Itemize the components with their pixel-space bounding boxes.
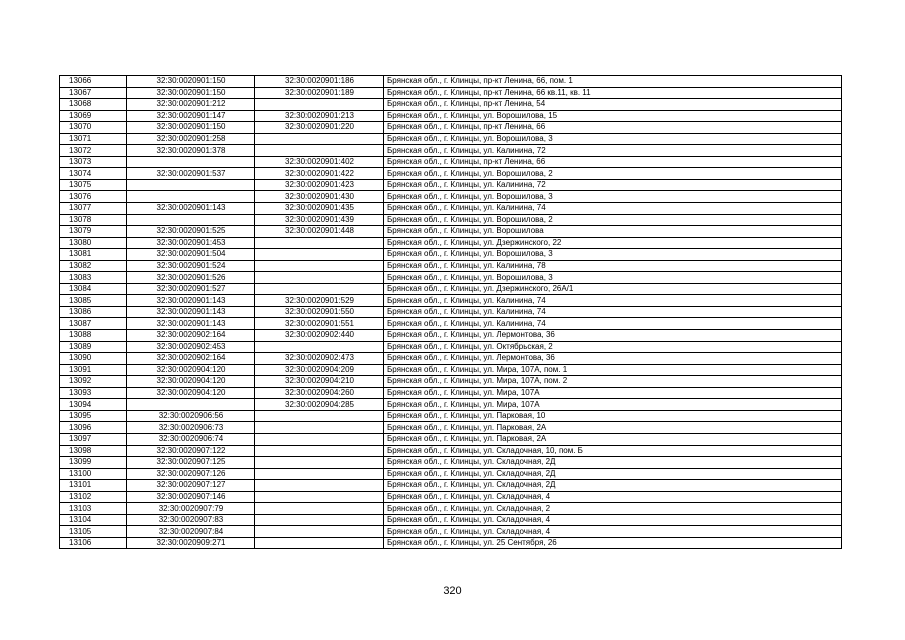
address-cell: Брянская обл., г. Клинцы, ул. Мира, 107А <box>384 387 842 399</box>
row-number-cell: 13092 <box>60 376 127 388</box>
address-cell: Брянская обл., г. Клинцы, ул. Складочная, 4 <box>384 526 842 538</box>
parent-cadastral-number-cell <box>255 341 384 353</box>
cadastral-number-cell: 32:30:0020909:271 <box>127 537 255 549</box>
parent-cadastral-number-cell: 32:30:0020901:402 <box>255 156 384 168</box>
row-number-cell: 13088 <box>60 330 127 342</box>
address-cell: Брянская обл., г. Клинцы, ул. Ворошилова, 2 <box>384 214 842 226</box>
parent-cadastral-number-cell <box>255 526 384 538</box>
parent-cadastral-number-cell <box>255 237 384 249</box>
address-cell: Брянская обл., г. Клинцы, пр-кт Ленина, 66 кв.11, кв. 11 <box>384 87 842 99</box>
cadastral-number-cell: 32:30:0020907:79 <box>127 503 255 515</box>
address-cell: Брянская обл., г. Клинцы, ул. Складочная, 4 <box>384 491 842 503</box>
table-row <box>60 203 842 215</box>
address-cell: Брянская обл., г. Клинцы, ул. 25 Сентября, 26 <box>384 537 842 549</box>
row-number-cell: 13096 <box>60 422 127 434</box>
parent-cadastral-number-cell <box>255 480 384 492</box>
table-row <box>60 445 842 457</box>
table-row <box>60 503 842 515</box>
parent-cadastral-number-cell: 32:30:0020902:440 <box>255 330 384 342</box>
address-cell: Брянская обл., г. Клинцы, ул. Складочная, 2Д <box>384 480 842 492</box>
address-cell: Брянская обл., г. Клинцы, ул. Калинина, 74 <box>384 203 842 215</box>
address-cell: Брянская обл., г. Клинцы, ул. Октябрьская, 2 <box>384 341 842 353</box>
property-table <box>59 75 842 549</box>
row-number-cell: 13080 <box>60 237 127 249</box>
parent-cadastral-number-cell: 32:30:0020901:189 <box>255 87 384 99</box>
address-cell: Брянская обл., г. Клинцы, ул. Парковая, 2А <box>384 433 842 445</box>
cadastral-number-cell: 32:30:0020901:537 <box>127 168 255 180</box>
address-cell: Брянская обл., г. Клинцы, пр-кт Ленина, 54 <box>384 99 842 111</box>
table-row <box>60 214 842 226</box>
table-row <box>60 537 842 549</box>
parent-cadastral-number-cell <box>255 260 384 272</box>
cadastral-number-cell: 32:30:0020901:143 <box>127 203 255 215</box>
table-row <box>60 387 842 399</box>
parent-cadastral-number-cell <box>255 249 384 261</box>
address-cell: Брянская обл., г. Клинцы, ул. Мира, 107А, пом. 1 <box>384 364 842 376</box>
row-number-cell: 13105 <box>60 526 127 538</box>
parent-cadastral-number-cell <box>255 503 384 515</box>
cadastral-number-cell <box>127 156 255 168</box>
table-row <box>60 110 842 122</box>
parent-cadastral-number-cell: 32:30:0020901:448 <box>255 226 384 238</box>
row-number-cell: 13076 <box>60 191 127 203</box>
table-row <box>60 480 842 492</box>
table-row <box>60 87 842 99</box>
table-row <box>60 330 842 342</box>
cadastral-number-cell <box>127 191 255 203</box>
parent-cadastral-number-cell <box>255 491 384 503</box>
cadastral-number-cell: 32:30:0020901:150 <box>127 76 255 88</box>
parent-cadastral-number-cell: 32:30:0020904:260 <box>255 387 384 399</box>
address-cell: Брянская обл., г. Клинцы, ул. Лермонтова, 36 <box>384 353 842 365</box>
table-row <box>60 457 842 469</box>
row-number-cell: 13104 <box>60 514 127 526</box>
parent-cadastral-number-cell: 32:30:0020901:220 <box>255 122 384 134</box>
parent-cadastral-number-cell: 32:30:0020901:529 <box>255 295 384 307</box>
parent-cadastral-number-cell: 32:30:0020902:473 <box>255 353 384 365</box>
table-row <box>60 249 842 261</box>
cadastral-number-cell: 32:30:0020907:84 <box>127 526 255 538</box>
cadastral-number-cell: 32:30:0020901:150 <box>127 87 255 99</box>
address-cell: Брянская обл., г. Клинцы, ул. Ворошилова, 15 <box>384 110 842 122</box>
cadastral-number-cell: 32:30:0020901:378 <box>127 145 255 157</box>
cadastral-number-cell: 32:30:0020904:120 <box>127 376 255 388</box>
address-cell: Брянская обл., г. Клинцы, ул. Парковая, 10 <box>384 410 842 422</box>
cadastral-number-cell: 32:30:0020901:150 <box>127 122 255 134</box>
parent-cadastral-number-cell <box>255 410 384 422</box>
row-number-cell: 13093 <box>60 387 127 399</box>
row-number-cell: 13067 <box>60 87 127 99</box>
row-number-cell: 13082 <box>60 260 127 272</box>
row-number-cell: 13097 <box>60 433 127 445</box>
parent-cadastral-number-cell: 32:30:0020901:423 <box>255 179 384 191</box>
cadastral-number-cell: 32:30:0020901:143 <box>127 306 255 318</box>
table-row <box>60 133 842 145</box>
cadastral-number-cell: 32:30:0020901:143 <box>127 318 255 330</box>
table-row <box>60 226 842 238</box>
cadastral-number-cell <box>127 179 255 191</box>
table-row <box>60 260 842 272</box>
table-row <box>60 122 842 134</box>
row-number-cell: 13072 <box>60 145 127 157</box>
table-row <box>60 168 842 180</box>
address-cell: Брянская обл., г. Клинцы, ул. Мира, 107А <box>384 399 842 411</box>
parent-cadastral-number-cell: 32:30:0020901:430 <box>255 191 384 203</box>
table-row <box>60 272 842 284</box>
table-row <box>60 341 842 353</box>
table-row <box>60 491 842 503</box>
address-cell: Брянская обл., г. Клинцы, ул. Калинина, 74 <box>384 306 842 318</box>
table-row <box>60 364 842 376</box>
parent-cadastral-number-cell: 32:30:0020904:285 <box>255 399 384 411</box>
parent-cadastral-number-cell <box>255 133 384 145</box>
table-row <box>60 191 842 203</box>
row-number-cell: 13101 <box>60 480 127 492</box>
address-cell: Брянская обл., г. Клинцы, ул. Калинина, 72 <box>384 179 842 191</box>
address-cell: Брянская обл., г. Клинцы, ул. Складочная, 2Д <box>384 457 842 469</box>
parent-cadastral-number-cell: 32:30:0020901:550 <box>255 306 384 318</box>
cadastral-number-cell: 32:30:0020901:527 <box>127 283 255 295</box>
row-number-cell: 13078 <box>60 214 127 226</box>
table-row <box>60 76 842 88</box>
row-number-cell: 13106 <box>60 537 127 549</box>
address-cell: Брянская обл., г. Клинцы, ул. Калинина, 74 <box>384 295 842 307</box>
table-row <box>60 353 842 365</box>
address-cell: Брянская обл., г. Клинцы, пр-кт Ленина, 66 <box>384 156 842 168</box>
address-cell: Брянская обл., г. Клинцы, ул. Складочная, 2 <box>384 503 842 515</box>
cadastral-number-cell: 32:30:0020904:120 <box>127 387 255 399</box>
cadastral-number-cell: 32:30:0020901:524 <box>127 260 255 272</box>
table-row <box>60 306 842 318</box>
row-number-cell: 13098 <box>60 445 127 457</box>
table-row <box>60 399 842 411</box>
row-number-cell: 13089 <box>60 341 127 353</box>
row-number-cell: 13070 <box>60 122 127 134</box>
address-cell: Брянская обл., г. Клинцы, ул. Мира, 107А, пом. 2 <box>384 376 842 388</box>
address-cell: Брянская обл., г. Клинцы, ул. Лермонтова, 36 <box>384 330 842 342</box>
parent-cadastral-number-cell <box>255 457 384 469</box>
table-row <box>60 179 842 191</box>
cadastral-number-cell: 32:30:0020907:125 <box>127 457 255 469</box>
address-cell: Брянская обл., г. Клинцы, ул. Дзержинского, 22 <box>384 237 842 249</box>
parent-cadastral-number-cell <box>255 537 384 549</box>
cadastral-number-cell: 32:30:0020901:147 <box>127 110 255 122</box>
cadastral-number-cell: 32:30:0020902:453 <box>127 341 255 353</box>
table-row <box>60 156 842 168</box>
cadastral-number-cell: 32:30:0020901:258 <box>127 133 255 145</box>
table-row <box>60 410 842 422</box>
table-row <box>60 422 842 434</box>
row-number-cell: 13071 <box>60 133 127 145</box>
address-cell: Брянская обл., г. Клинцы, ул. Складочная, 10, пом. Б <box>384 445 842 457</box>
row-number-cell: 13086 <box>60 306 127 318</box>
cadastral-number-cell: 32:30:0020907:126 <box>127 468 255 480</box>
cadastral-number-cell: 32:30:0020901:525 <box>127 226 255 238</box>
parent-cadastral-number-cell: 32:30:0020901:186 <box>255 76 384 88</box>
address-cell: Брянская обл., г. Клинцы, ул. Ворошилова, 3 <box>384 249 842 261</box>
address-cell: Брянская обл., г. Клинцы, пр-кт Ленина, 66, пом. 1 <box>384 76 842 88</box>
row-number-cell: 13066 <box>60 76 127 88</box>
address-cell: Брянская обл., г. Клинцы, ул. Дзержинского, 26А/1 <box>384 283 842 295</box>
parent-cadastral-number-cell <box>255 468 384 480</box>
table-row <box>60 526 842 538</box>
cadastral-number-cell: 32:30:0020901:504 <box>127 249 255 261</box>
address-cell: Брянская обл., г. Клинцы, ул. Складочная, 4 <box>384 514 842 526</box>
row-number-cell: 13102 <box>60 491 127 503</box>
cadastral-number-cell: 32:30:0020901:526 <box>127 272 255 284</box>
row-number-cell: 13099 <box>60 457 127 469</box>
row-number-cell: 13077 <box>60 203 127 215</box>
parent-cadastral-number-cell <box>255 433 384 445</box>
parent-cadastral-number-cell <box>255 272 384 284</box>
table-body <box>60 76 842 549</box>
row-number-cell: 13084 <box>60 283 127 295</box>
cadastral-number-cell: 32:30:0020901:212 <box>127 99 255 111</box>
row-number-cell: 13069 <box>60 110 127 122</box>
row-number-cell: 13074 <box>60 168 127 180</box>
cadastral-number-cell: 32:30:0020906:73 <box>127 422 255 434</box>
table-row <box>60 237 842 249</box>
parent-cadastral-number-cell <box>255 283 384 295</box>
row-number-cell: 13075 <box>60 179 127 191</box>
table-row <box>60 376 842 388</box>
cadastral-number-cell <box>127 399 255 411</box>
address-cell: Брянская обл., г. Клинцы, ул. Калинина, 78 <box>384 260 842 272</box>
address-cell: Брянская обл., г. Клинцы, ул. Ворошилова, 3 <box>384 191 842 203</box>
row-number-cell: 13079 <box>60 226 127 238</box>
row-number-cell: 13094 <box>60 399 127 411</box>
cadastral-number-cell: 32:30:0020907:122 <box>127 445 255 457</box>
address-cell: Брянская обл., г. Клинцы, ул. Ворошилова, 2 <box>384 168 842 180</box>
parent-cadastral-number-cell: 32:30:0020901:551 <box>255 318 384 330</box>
cadastral-number-cell: 32:30:0020907:127 <box>127 480 255 492</box>
cadastral-number-cell: 32:30:0020902:164 <box>127 353 255 365</box>
row-number-cell: 13073 <box>60 156 127 168</box>
table-row <box>60 283 842 295</box>
parent-cadastral-number-cell: 32:30:0020901:422 <box>255 168 384 180</box>
table-row <box>60 295 842 307</box>
parent-cadastral-number-cell: 32:30:0020901:213 <box>255 110 384 122</box>
parent-cadastral-number-cell <box>255 422 384 434</box>
cadastral-number-cell: 32:30:0020901:143 <box>127 295 255 307</box>
parent-cadastral-number-cell: 32:30:0020904:209 <box>255 364 384 376</box>
parent-cadastral-number-cell <box>255 145 384 157</box>
cadastral-number-cell <box>127 214 255 226</box>
table-row <box>60 145 842 157</box>
cadastral-number-cell: 32:30:0020902:164 <box>127 330 255 342</box>
row-number-cell: 13100 <box>60 468 127 480</box>
address-cell: Брянская обл., г. Клинцы, ул. Ворошилова <box>384 226 842 238</box>
row-number-cell: 13090 <box>60 353 127 365</box>
address-cell: Брянская обл., г. Клинцы, ул. Калинина, 72 <box>384 145 842 157</box>
address-cell: Брянская обл., г. Клинцы, ул. Парковая, 2А <box>384 422 842 434</box>
table-row <box>60 318 842 330</box>
table-row <box>60 433 842 445</box>
address-cell: Брянская обл., г. Клинцы, пр-кт Ленина, 66 <box>384 122 842 134</box>
page-number: 320 <box>443 585 462 597</box>
parent-cadastral-number-cell <box>255 99 384 111</box>
parent-cadastral-number-cell: 32:30:0020901:439 <box>255 214 384 226</box>
address-cell: Брянская обл., г. Клинцы, ул. Калинина, 74 <box>384 318 842 330</box>
row-number-cell: 13103 <box>60 503 127 515</box>
row-number-cell: 13095 <box>60 410 127 422</box>
address-cell: Брянская обл., г. Клинцы, ул. Ворошилова, 3 <box>384 272 842 284</box>
table-row <box>60 514 842 526</box>
parent-cadastral-number-cell <box>255 514 384 526</box>
row-number-cell: 13085 <box>60 295 127 307</box>
cadastral-number-cell: 32:30:0020901:453 <box>127 237 255 249</box>
address-cell: Брянская обл., г. Клинцы, ул. Ворошилова, 3 <box>384 133 842 145</box>
row-number-cell: 13083 <box>60 272 127 284</box>
cadastral-number-cell: 32:30:0020907:83 <box>127 514 255 526</box>
row-number-cell: 13081 <box>60 249 127 261</box>
cadastral-number-cell: 32:30:0020906:56 <box>127 410 255 422</box>
cadastral-number-cell: 32:30:0020907:146 <box>127 491 255 503</box>
row-number-cell: 13087 <box>60 318 127 330</box>
parent-cadastral-number-cell: 32:30:0020901:435 <box>255 203 384 215</box>
row-number-cell: 13068 <box>60 99 127 111</box>
table-row <box>60 99 842 111</box>
address-cell: Брянская обл., г. Клинцы, ул. Складочная, 2Д <box>384 468 842 480</box>
parent-cadastral-number-cell <box>255 445 384 457</box>
row-number-cell: 13091 <box>60 364 127 376</box>
cadastral-number-cell: 32:30:0020904:120 <box>127 364 255 376</box>
cadastral-number-cell: 32:30:0020906:74 <box>127 433 255 445</box>
parent-cadastral-number-cell: 32:30:0020904:210 <box>255 376 384 388</box>
table-row <box>60 468 842 480</box>
